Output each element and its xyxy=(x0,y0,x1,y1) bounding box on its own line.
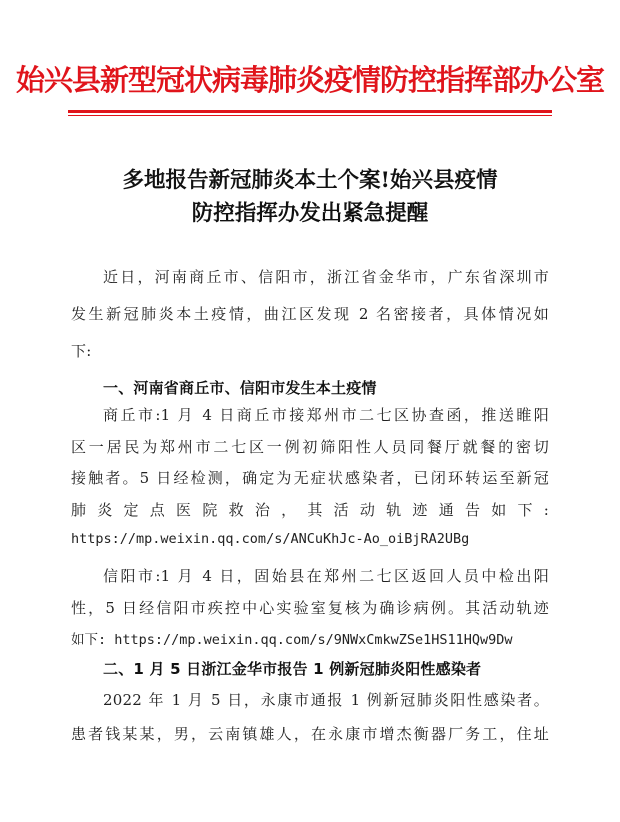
link-xinyang-trajectory[interactable]: 如下: https://mp.weixin.qq.com/s/9NWxCmkwZSe1HS11HQw9Dw xyxy=(71,632,513,648)
body-line-7: 接触者。5 日经检测，确定为无症状感染者，已闭环转运至新冠 xyxy=(71,469,549,487)
document-title-line-1: 多地报告新冠肺炎本土个案!始兴县疫情 xyxy=(122,168,498,193)
section-heading-1: 一、河南省商丘市、信阳市发生本土疫情 xyxy=(103,379,377,397)
header-rule-thick xyxy=(68,110,552,113)
header-rule-thin xyxy=(68,115,552,116)
issuing-office-header: 始兴县新型冠状病毒肺炎疫情防控指挥部办公室 xyxy=(15,63,604,97)
body-line-15: 患者钱某某，男，云南镇雄人，在永康市增杰衡器厂务工，住址 xyxy=(71,725,549,743)
body-line-3: 下: xyxy=(71,342,92,360)
body-line-11: 性，5 日经信阳市疾控中心实验室复核为确诊病例。其活动轨迹 xyxy=(71,599,549,617)
body-line-10: 信阳市:1 月 4 日，固始县在郑州二七区返回人员中检出阳 xyxy=(103,567,549,585)
link-shangqiu-trajectory[interactable]: https://mp.weixin.qq.com/s/ANCuKhJc-Ao_oiBjRA2UBg xyxy=(71,531,470,547)
body-line-2: 发生新冠肺炎本土疫情，曲江区发现 2 名密接者，具体情况如 xyxy=(71,305,549,323)
body-line-1: 近日，河南商丘市、信阳市，浙江省金华市，广东省深圳市 xyxy=(103,268,549,286)
body-line-8: 肺 炎 定 点 医 院 救 治 ， 其 活 动 轨 迹 通 告 如 下 : xyxy=(71,501,549,519)
section-heading-2: 二、1 月 5 日浙江金华市报告 1 例新冠肺炎阳性感染者 xyxy=(103,660,482,678)
body-line-5: 商丘市:1 月 4 日商丘市接郑州市二七区协查函，推送睢阳 xyxy=(103,406,549,424)
body-line-6: 区一居民为郑州市二七区一例初筛阳性人员同餐厅就餐的密切 xyxy=(71,438,549,456)
body-line-14: 2022 年 1 月 5 日，永康市通报 1 例新冠肺炎阳性感染者。 xyxy=(103,691,549,709)
document-title-line-2: 防控指挥办发出紧急提醒 xyxy=(191,201,429,226)
